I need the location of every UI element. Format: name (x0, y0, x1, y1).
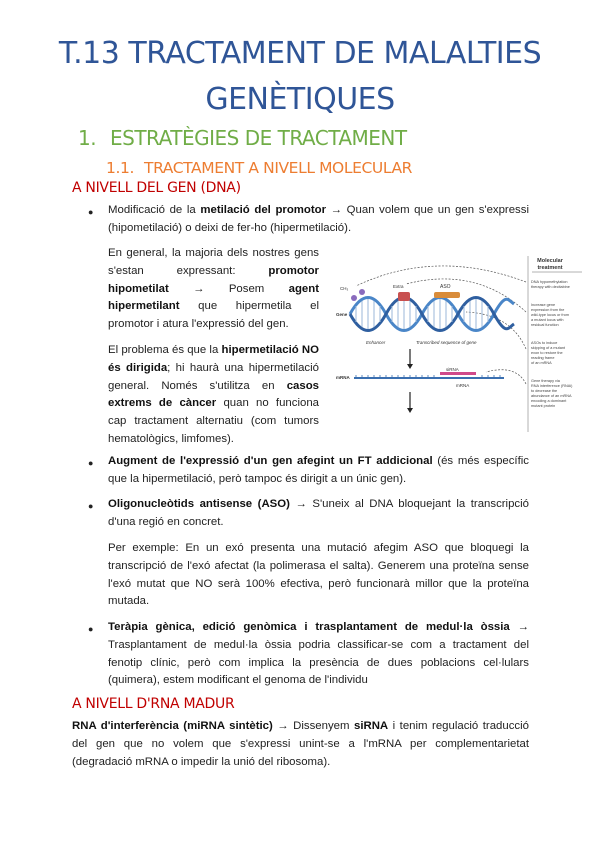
label-aso: ASO (440, 284, 451, 290)
note4-line: Gene therapy via (531, 379, 560, 383)
bold-term: siRNA (353, 720, 389, 732)
figure-header-line2: treatment (537, 265, 563, 271)
bold-term: promotor hipometilat (108, 264, 319, 295)
section-heading-1 (78, 126, 407, 150)
bullet-dot: ● (88, 624, 94, 634)
molecular-treatment-figure (336, 254, 584, 434)
paragraph-aso-example: Per exemple: En un exó presenta una mutació afegim ASO que bloquegi la transcripció de l'exó afectat (la polimerasa el salta). Generem una proteïna sense l'exó mutat que NO serà 100% efectiva, però funcionarà millor que la proteïna mutada. (108, 542, 529, 608)
text: Modificació de la (108, 204, 201, 216)
bullet-dot: ● (88, 207, 94, 217)
note3-line: skipping of a mutant (531, 346, 565, 350)
bold-term: Oligonucleòtids antisense (ASO) (108, 498, 290, 510)
bold-term: Teràpia gènica, edició genòmica i trasplantament de medul·la òssia (108, 621, 510, 633)
text: que hipermetila el promotor i atura l'expressió del gen. (108, 300, 319, 331)
page-title-line2: GENÈTIQUES (205, 82, 395, 117)
note3-line: reading frame (531, 356, 555, 360)
note1-line: DNA hypomethylation (531, 280, 568, 284)
bold-term: RNA d'interferència (miRNA sintètic) (72, 720, 273, 732)
note4-line: RNA interference (RNAi) (531, 384, 573, 388)
text: En general, la majoria dels nostres gens s'estan expressant: (108, 247, 319, 277)
text: (és més específic que la hipermetilació, però tampoc és dirigit a un únic gen). (108, 455, 529, 485)
section-label: ESTRATÈGIES DE TRACTAMENT (110, 126, 407, 150)
text: quan no funciona cap tractament alternatiu (com tumors hematològics, limfomes). (108, 397, 319, 445)
note4-line: mutant protein (531, 404, 556, 408)
paragraph-rna-interference (72, 718, 529, 771)
paragraph-hypermethylation-problem (108, 342, 319, 449)
bold-term: hipermetilació NO és dirigida (108, 344, 319, 374)
text: → S'uneix al DNA bloquejant la transcripció d'una regió en concret. (108, 498, 529, 528)
bullet-extra-tf (108, 453, 529, 489)
note2-line: Increase gene (531, 303, 556, 307)
note3-line: exon to restore the (531, 351, 563, 355)
note4-line: encoding a dominant (531, 399, 567, 403)
note2-line: expression from the (531, 308, 565, 312)
note2-line: residual function (531, 323, 559, 327)
text: → Trasplantament de medul·la òssia podria classificar-se com a tractament del fenotip clínic, però com implica la presència de dues poblacions cel·lulars (quimera), estem modificant el genoma de l'individu (108, 621, 529, 687)
page-title-line1: T.13 TRACTAMENT DE MALALTIES (58, 36, 542, 71)
heading-rna-level: A NIVELL D'RNA MADUR (72, 696, 235, 712)
note3-line: ASOs to induce (531, 341, 558, 345)
subsection-heading-1-1 (106, 159, 412, 177)
paragraph-hypomethylated (108, 245, 319, 334)
note3-line: of an mRNA (531, 361, 552, 365)
bold-term: agent hipermetilant (108, 282, 319, 313)
text: → Dissenyem (272, 720, 354, 732)
bullet-dot: ● (88, 501, 94, 511)
text: El problema és que la (108, 344, 222, 356)
label-mrna: mRNA (456, 383, 470, 388)
text: ; hi haurà una hipermetilació general. Només s'utilitza en (108, 361, 319, 392)
label-sirna: siRNA (446, 367, 459, 372)
bullet-aso (108, 496, 529, 532)
note2-line: wild-type locus or from (531, 313, 569, 317)
heading-gene-level: A NIVELL DEL GEN (DNA) (72, 180, 241, 196)
figure-notes (531, 280, 573, 408)
figure-header-line1: Molecular (537, 258, 563, 264)
label-transcribed: Transcribed sequence of gene (416, 340, 477, 345)
label-ch3: CH₃ (340, 286, 349, 291)
bullet-dot: ● (88, 458, 94, 468)
bold-term: metilació del promotor (200, 204, 327, 216)
bullet-gene-therapy (108, 619, 529, 690)
text: → Posem (168, 282, 289, 295)
bold-term: Augment de l'expressió d'un gen afegint un FT addicional (108, 455, 433, 467)
note4-line: abundance of an mRNA (531, 394, 572, 398)
label-enhancer: Enhancer (366, 340, 386, 345)
dna-helix (350, 289, 514, 331)
subsection-label: TRACTAMENT A NIVELL MOLECULAR (144, 159, 413, 177)
label-extra: Extra (393, 284, 404, 289)
note2-line: a mutant locus with (531, 318, 564, 322)
section-number: 1. (78, 126, 97, 150)
bullet-methylation (108, 202, 529, 238)
text: → Quan volem que un gen s'expressi (hipometilació) o deixi de fer-ho (hipermetilació). (108, 204, 529, 234)
text: i tenim regulació traducció del gen que no volem que s'expressi unint-se a l'mRNA per complementarietat (degradació mRNA o impedir la unió del ribosoma). (72, 720, 529, 768)
subsection-number: 1.1. (106, 159, 134, 177)
label-rna-left: mRNA (336, 375, 350, 380)
note4-line: to decrease the (531, 389, 558, 393)
note1-line: therapy with decitabine (531, 285, 570, 289)
label-gene: Gene (336, 312, 348, 317)
bold-term: casos extrems de càncer (108, 379, 319, 410)
